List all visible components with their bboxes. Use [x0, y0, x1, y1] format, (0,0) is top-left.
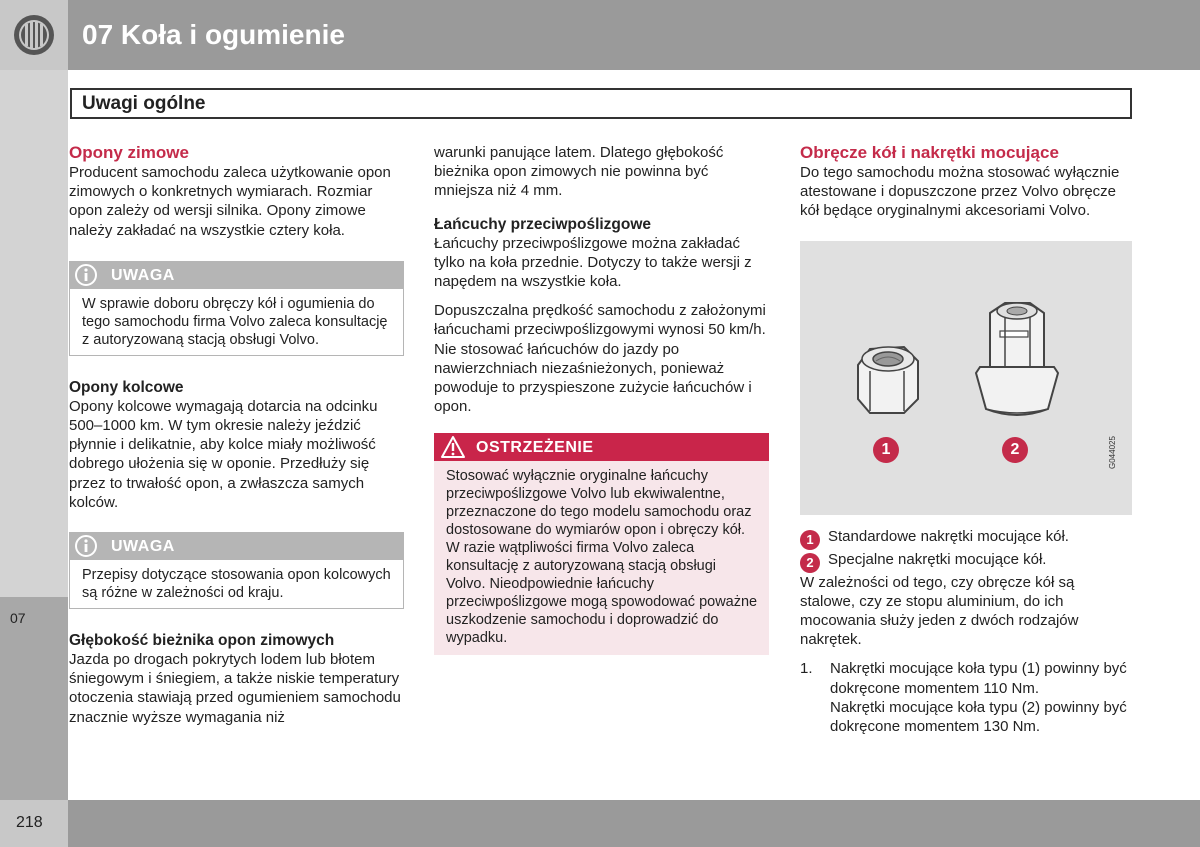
- column-1: [69, 143, 404, 727]
- warning-text: Stosować wyłącznie oryginalne łańcuchy przeciwpoślizgowe Volvo lub ekwiwalentne, przeznaczone do tego modelu samochodu oraz dostosowane do wymiarów opon i obręczy kół. W razie wątpliwości firma Volvo zaleca konsultację z autoryzowaną stacją obsługi Volvo. Nieodpowiednie łańcuchy przeciwpoślizgowe mogą spowodować poważne uszkodzenie samochodu i doprowadzić do wypadku.: [434, 461, 769, 655]
- legend-badge-1: 1: [800, 530, 820, 550]
- tire-icon: [13, 14, 55, 56]
- note-label-1: UWAGA: [111, 266, 175, 284]
- note-box-1: [69, 261, 404, 356]
- wheel-nuts-illustration: [800, 241, 1132, 515]
- note-text-1: W sprawie doboru obręczy kół i ogumienia do tego samochodu firma Volvo zaleca konsultację z autoryzowaną stacją obsługi Volvo.: [69, 289, 404, 356]
- note-label-2: UWAGA: [111, 538, 175, 556]
- heading-studded-tyres: Opony kolcowe: [69, 378, 184, 396]
- torque-list: [800, 659, 1132, 736]
- legend-text-1: Standardowe nakrętki mocujące kół.: [828, 527, 1069, 545]
- section-title-box: [70, 88, 1132, 119]
- figure-legend: [800, 527, 1132, 573]
- section-title: Uwagi ogólne: [82, 93, 206, 114]
- note-text-2: Przepisy dotyczące stosowania opon kolcowych są różne w zależności od kraju.: [69, 560, 404, 609]
- warning-label: OSTRZEŻENIE: [476, 439, 594, 457]
- figure-badge-2: 2: [1002, 437, 1028, 463]
- special-nut-drawing: [976, 303, 1058, 415]
- paragraph-rims-nuts: Do tego samochodu można stosować wyłącznie atestowane i dopuszczone przez Volvo obręcze kół będące oryginalnymi akcesoriami Volvo.: [800, 164, 1120, 220]
- list-item: [800, 659, 1132, 736]
- legend-item-1: [800, 527, 1132, 550]
- paragraph-studded-tyres: Opony kolcowe wymagają dotarcia na odcinku 500–1000 km. W tym okresie należy jeździć płynnie i delikatnie, aby kolce miały możliwość dobrego ułożenia się w oponie. Przedłuży się przez to trwałość opon, a zwłaszcza samych kolców.: [69, 397, 378, 511]
- list-item-line-2: Nakrętki mocujące koła typu (2) powinny być dokręcone momentem 130 Nm.: [830, 698, 1127, 736]
- info-icon: [75, 535, 97, 557]
- heading-tread-depth: Głębokość bieżnika opon zimowych: [69, 632, 335, 650]
- figure-code: G044025: [1108, 435, 1117, 469]
- column-3: [800, 143, 1132, 736]
- warning-box: [434, 433, 769, 655]
- heading-rims-nuts: Obręcze kół i nakrętki mocujące: [800, 143, 1059, 162]
- note-header-1: [69, 261, 404, 289]
- paragraph-tread-depth: Jazda po drogach pokrytych lodem lub błotem śniegowym i śniegiem, a także niskie temperatury otoczenia stawiają przed ogumieniem samochodu znacznie wyższe wymagania niż: [69, 651, 401, 726]
- legend-badge-2: 2: [800, 553, 820, 573]
- side-chapter-tab: [0, 597, 68, 800]
- standard-nut-drawing: [858, 347, 918, 413]
- paragraph-winter-tyres: Producent samochodu zaleca użytkowanie opon zimowych o konkretnych wymiarach. Rozmiar opon zależy od wersji silnika. Opony zimowe należy zakładać na wszystkie cztery koła.: [69, 164, 391, 239]
- paragraph-tread-depth-cont: warunki panujące latem. Dlatego głębokość bieżnika opon zimowych nie powinna być mniejsza niż 4 mm.: [434, 144, 724, 200]
- list-item-number: 1.: [800, 660, 813, 678]
- note-box-2: [69, 532, 404, 609]
- side-chapter-label: 07: [10, 610, 26, 626]
- list-item-line-1: Nakrętki mocujące koła typu (1) powinny być dokręcone momentem 110 Nm.: [830, 660, 1127, 697]
- legend-item-2: [800, 550, 1132, 573]
- figure-badge-1: 1: [873, 437, 899, 463]
- column-2: [434, 143, 769, 655]
- info-icon: [75, 264, 97, 286]
- wheel-nuts-figure: [800, 241, 1132, 515]
- paragraph-snow-chains-1: Łańcuchy przeciwpoślizgowe można zakładać tylko na koła przednie. Dotyczy to także wersji z napędem na wszystkie koła.: [434, 234, 752, 291]
- heading-snow-chains: Łańcuchy przeciwpoślizgowe: [434, 215, 652, 233]
- footer-bar: [0, 800, 1200, 847]
- paragraph-nut-types: W zależności od tego, czy obręcze kół są stalowe, czy ze stopu aluminium, do ich mocowania służy jeden z dwóch rodzajów nakrętek.: [800, 573, 1079, 649]
- warning-triangle-icon: [440, 435, 466, 459]
- chapter-title: 07 Koła i ogumienie: [82, 19, 345, 50]
- warning-header: [434, 433, 769, 461]
- paragraph-snow-chains-2: Dopuszczalna prędkość samochodu z założonymi łańcuchami przeciwpoślizgowymi wynosi 50 km/h. Nie stosować łańcuchów do jazdy po nawierzchniach niezaśnieżonych, ponieważ powoduje to przyspieszone zużycie łańcuchów i opon.: [434, 302, 766, 416]
- legend-text-2: Specjalne nakrętki mocujące kół.: [828, 550, 1047, 568]
- note-header-2: [69, 532, 404, 560]
- heading-winter-tyres: Opony zimowe: [69, 143, 189, 162]
- header-icon-box: [0, 0, 68, 70]
- page-number: 218: [16, 814, 43, 831]
